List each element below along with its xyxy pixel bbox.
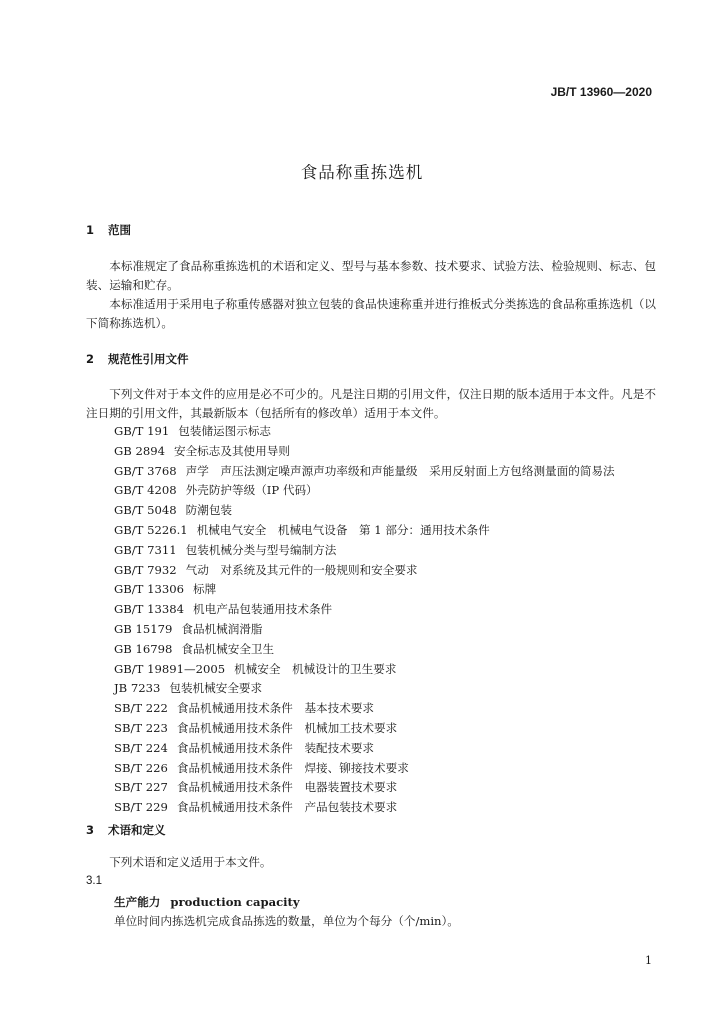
section-2-number: 2 (86, 352, 95, 366)
standard-number: JB/T 13960—2020 (550, 85, 652, 99)
reference-title: 食品机械安全卫生 (181, 641, 275, 656)
reference-item (114, 719, 615, 739)
reference-title: 安全标志及其使用导则 (173, 443, 290, 458)
document-title: 食品称重拣选机 (300, 163, 424, 182)
reference-title: 食品机械润滑脂 (181, 621, 263, 636)
reference-code: GB/T 13384 (114, 602, 184, 617)
section-2-title: 规范性引用文件 (108, 352, 189, 366)
reference-title: 机械安全 机械设计的卫生要求 (234, 661, 397, 676)
reference-title: 机电产品包装通用技术条件 (193, 602, 333, 617)
reference-item (114, 580, 615, 600)
reference-item (114, 422, 615, 442)
reference-code: GB/T 7311 (114, 542, 177, 557)
reference-title: 食品机械通用技术条件 焊接、铆接技术要求 (176, 760, 409, 775)
reference-item (114, 640, 615, 660)
reference-code: GB/T 19891—2005 (114, 661, 226, 676)
reference-item (114, 462, 615, 482)
reference-item (114, 541, 615, 561)
reference-item (114, 481, 615, 501)
reference-title: 声学 声压法测定噪声源声功率级和声能量级 采用反射面上方包络测量面的简易法 (185, 463, 615, 478)
reference-item (114, 501, 615, 521)
reference-code: GB 15179 (114, 621, 173, 636)
section-1-number: 1 (86, 223, 95, 237)
page-number: 1 (645, 954, 652, 967)
reference-title: 食品机械通用技术条件 产品包装技术要求 (176, 800, 398, 815)
reference-title: 包装机械分类与型号编制方法 (185, 542, 337, 557)
reference-item (114, 442, 615, 462)
reference-code: GB/T 7932 (114, 562, 177, 577)
reference-item (114, 798, 615, 818)
section-3-heading (86, 822, 166, 838)
scope-paragraph-1: 本标准规定了食品称重拣选机的术语和定义、型号与基本参数、技术要求、试验方法、检验规则、标志、包装、运输和贮存。 (86, 259, 656, 292)
reference-code: GB/T 4208 (114, 483, 177, 498)
reference-title: 防潮包装 (185, 503, 233, 518)
reference-code: GB 2894 (114, 443, 165, 458)
term-chinese: 生产能力 (114, 895, 161, 909)
section-1-title: 范围 (108, 223, 131, 237)
reference-title: 外壳防护等级（IP 代码） (185, 483, 318, 498)
reference-title: 食品机械通用技术条件 机械加工技术要求 (176, 720, 398, 735)
reference-title: 食品机械通用技术条件 电器装置技术要求 (176, 780, 398, 795)
reference-item (114, 699, 615, 719)
reference-code: SB/T 223 (114, 720, 168, 735)
term-english: production capacity (170, 895, 300, 909)
reference-item (114, 759, 615, 779)
reference-item (114, 739, 615, 759)
section-3-title: 术语和定义 (108, 823, 166, 837)
reference-title: 气动 对系统及其元件的一般规则和安全要求 (185, 562, 418, 577)
reference-title: 食品机械通用技术条件 基本技术要求 (176, 701, 375, 716)
reference-item (114, 778, 615, 798)
section-3-number: 3 (86, 823, 95, 837)
reference-code: SB/T 222 (114, 701, 168, 716)
section-2-heading (86, 351, 189, 367)
reference-title: 包装储运图示标志 (178, 424, 272, 438)
references-intro: 下列文件对于本文件的应用是必不可少的。凡是注日期的引用文件，仅注日期的版本适用于本文件。凡是不注日期的引用文件，其最新版本（包括所有的修改单）适用于本文件。 (86, 387, 656, 420)
reference-code: JB 7233 (114, 681, 161, 696)
reference-title: 包装机械安全要求 (169, 681, 263, 696)
reference-title: 食品机械通用技术条件 装配技术要求 (176, 740, 375, 755)
reference-code: GB/T 5226.1 (114, 522, 188, 537)
reference-code: SB/T 226 (114, 760, 168, 775)
reference-title: 标牌 (193, 582, 217, 597)
reference-list (114, 422, 615, 818)
reference-code: GB/T 5048 (114, 503, 177, 518)
reference-item (114, 600, 615, 620)
reference-code: SB/T 224 (114, 740, 168, 755)
reference-item (114, 620, 615, 640)
scope-paragraph-2: 本标准适用于采用电子称重传感器对独立包装的食品快速称重并进行推板式分类拣选的食品称重拣选机（以下简称拣选机）。 (86, 297, 656, 330)
reference-item (114, 660, 615, 680)
term-entry (114, 894, 300, 910)
reference-code: SB/T 229 (114, 800, 168, 815)
reference-item (114, 679, 615, 699)
reference-code: GB/T 13306 (114, 582, 184, 597)
reference-code: GB 16798 (114, 641, 173, 656)
reference-item (114, 521, 615, 541)
term-entry-number: 3.1 (86, 875, 102, 887)
reference-code: SB/T 227 (114, 780, 168, 795)
reference-code: GB/T 191 (114, 424, 170, 438)
reference-code: GB/T 3768 (114, 463, 177, 478)
section-1-heading (86, 222, 131, 238)
term-definition: 单位时间内拣选机完成食品拣选的数量，单位为个每分（个/min）。 (114, 914, 459, 928)
reference-title: 机械电气安全 机械电气设备 第 1 部分：通用技术条件 (196, 522, 490, 537)
terms-intro: 下列术语和定义适用于本文件。 (109, 855, 272, 869)
reference-item (114, 561, 615, 581)
